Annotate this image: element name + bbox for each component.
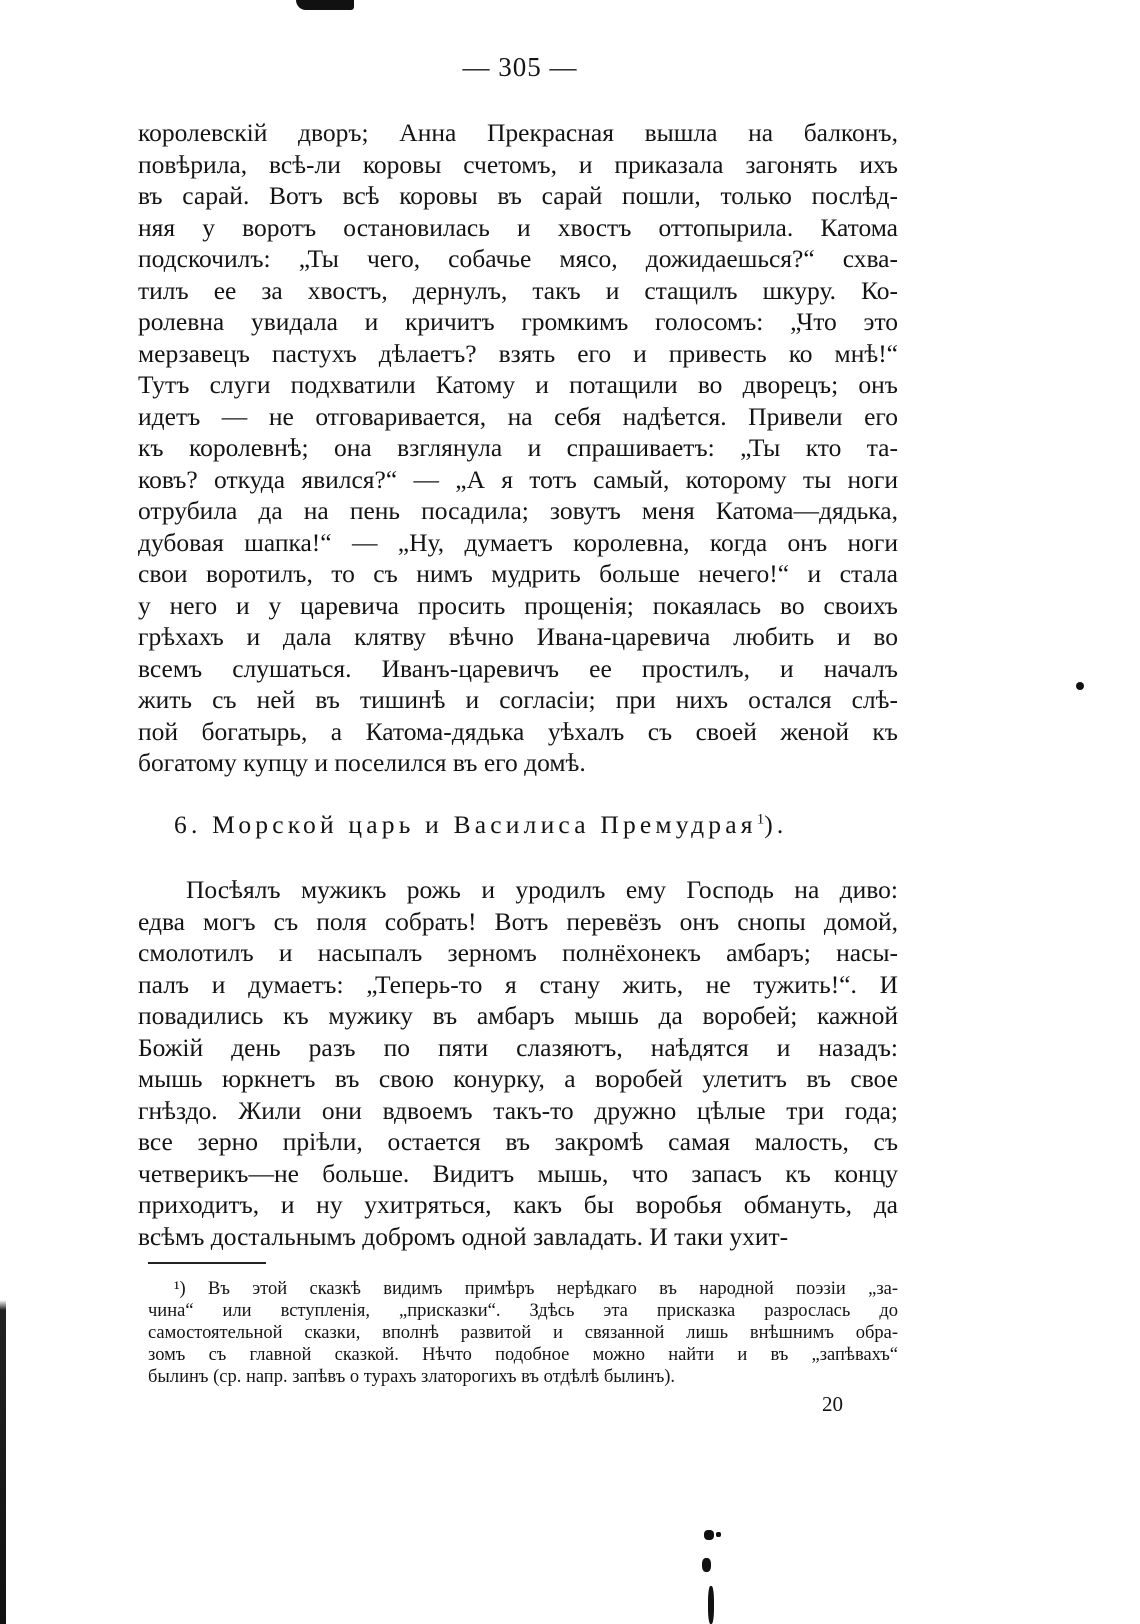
text-line: едва могъ съ поля собрать! Вотъ перевёзъ онъ снопы домой, [138, 906, 898, 936]
text-line: ковъ? откуда явился?“ — „А я тотъ самый, которому ты ноги [138, 464, 898, 494]
footnote-line: чина“ или вступленія, „присказки“. Здѣсь эта присказка разрослась до [148, 1301, 898, 1321]
text-line: всемъ слушаться. Иванъ-царевичъ ее простилъ, и началъ [138, 653, 898, 683]
text-line: приходитъ, и ну ухитряться, какъ бы воробья обмануть, да [138, 1190, 898, 1219]
sheet-signature: 20 [822, 1392, 843, 1416]
text-line: дубовая шапка!“ — „Ну, думаетъ королевна, когда онъ ноги [138, 527, 898, 557]
body-text-story [138, 874, 898, 1252]
text-line: идетъ — не отговаривается, на себя надѣется. Привели его [138, 401, 898, 431]
text-line: королевскій дворъ; Анна Прекрасная вышла на балконъ, [138, 118, 898, 147]
text-line: Тутъ слуги подхватили Катому и потащили во дворецъ; онъ [138, 370, 898, 399]
text-line: къ королевнѣ; она взглянула и спрашиваетъ: „Ты кто та- [138, 433, 898, 462]
scan-ink-mark [296, 0, 354, 10]
text-line: гнѣздо. Жили они вдвоемъ такъ-то дружно цѣлые три года; [138, 1095, 898, 1125]
scan-ink-dot [1076, 682, 1084, 690]
scan-ink-blot [698, 1530, 730, 1624]
footnote-reference[interactable]: 1 [756, 811, 765, 828]
text-line: отрубила да на пень посадила; зовутъ меня Катома—дядька, [138, 496, 898, 525]
footnote-text: Въ этой сказкѣ видимъ примѣръ нерѣдкаго въ народной поэзіи „за- [208, 1279, 899, 1299]
section-heading-title: 6. Морской царь и Василиса Премудрая [174, 810, 757, 839]
text-line: свои воротилъ, то съ нимъ мудрить больше нечего!“ и стала [138, 559, 898, 588]
text-line: мерзавецъ пастухъ дѣлаетъ? взять его и привесть ко мнѣ!“ [138, 338, 898, 368]
page-number: — 305 — [462, 52, 578, 82]
footnote-line: зомъ съ главной сказкой. Нѣчто подобное можно найти и въ „запѣвахъ“ [148, 1345, 898, 1365]
text-line: Посѣялъ мужикъ рожь и уродилъ ему Господь на диво: [186, 875, 898, 904]
footnote-divider [148, 1262, 266, 1264]
text-line: няя у воротъ остановилась и хвостъ оттопырила. Катома [138, 212, 898, 242]
text-line: повадились къ мужику въ амбаръ мышь да воробей; кажной [138, 1001, 898, 1030]
text-line: мышь юркнетъ въ свою конурку, а воробей улетитъ въ свое [138, 1064, 898, 1093]
text-line: четверикъ—не больше. Видитъ мышь, что запасъ къ концу [138, 1158, 898, 1188]
text-line: Божій день разъ по пяти слазяютъ, наѣдятся и назадъ: [138, 1032, 898, 1062]
text-line: въ сарай. Вотъ всѣ коровы въ сарай пошли, только послѣд- [138, 181, 898, 210]
section-heading-close: ). [764, 810, 788, 839]
text-line: ролевна увидала и кричитъ громкимъ голосомъ: „Что это [138, 307, 898, 336]
text-line: богатому купцу и поселился въ его домѣ. [138, 748, 586, 777]
body-text-continuation [138, 117, 898, 779]
text-line: у него и у царевича просить прощенія; покаялась во своихъ [138, 590, 898, 620]
footnote [148, 1278, 898, 1388]
scan-edge-shadow [0, 0, 6, 1624]
text-line: жить съ ней въ тишинѣ и согласіи; при нихъ остался слѣ- [138, 685, 898, 714]
text-line: грѣхахъ и дала клятву вѣчно Ивана-царевича любить и во [138, 622, 898, 651]
footnote-line [148, 1278, 898, 1300]
footnote-marker: ¹) [174, 1279, 186, 1299]
text-line: палъ и думаетъ: „Теперь-то я стану жить, не тужить!“. И [138, 969, 898, 999]
footnote-line: былинъ (ср. напр. запѣвъ о турахъ златорогихъ въ отдѣлѣ былинъ). [148, 1367, 676, 1387]
text-line: всѣмъ достальнымъ добромъ одной завладать. И таки ухит- [138, 1221, 789, 1251]
text-line: повѣрила, всѣ-ли коровы счетомъ, и приказала загонять ихъ [138, 149, 898, 179]
section-heading [174, 810, 787, 840]
text-line: тилъ ее за хвостъ, дернулъ, такъ и стащилъ шкуру. Ко- [138, 275, 898, 305]
text-line: все зерно пріѣли, остается въ закромѣ самая малость, съ [138, 1127, 898, 1156]
text-line: смолотилъ и насыпалъ зерномъ полнёхонекъ амбаръ; насы- [138, 938, 898, 967]
footnote-line: самостоятельной сказки, вполнѣ развитой и связанной лишь внѣшнимъ обра- [148, 1323, 898, 1343]
text-line: пой богатырь, а Катома-дядька уѣхалъ съ своей женой къ [138, 716, 898, 746]
text-line: подскочилъ: „Ты чего, собачье мясо, дожидаешься?“ схва- [138, 244, 898, 273]
